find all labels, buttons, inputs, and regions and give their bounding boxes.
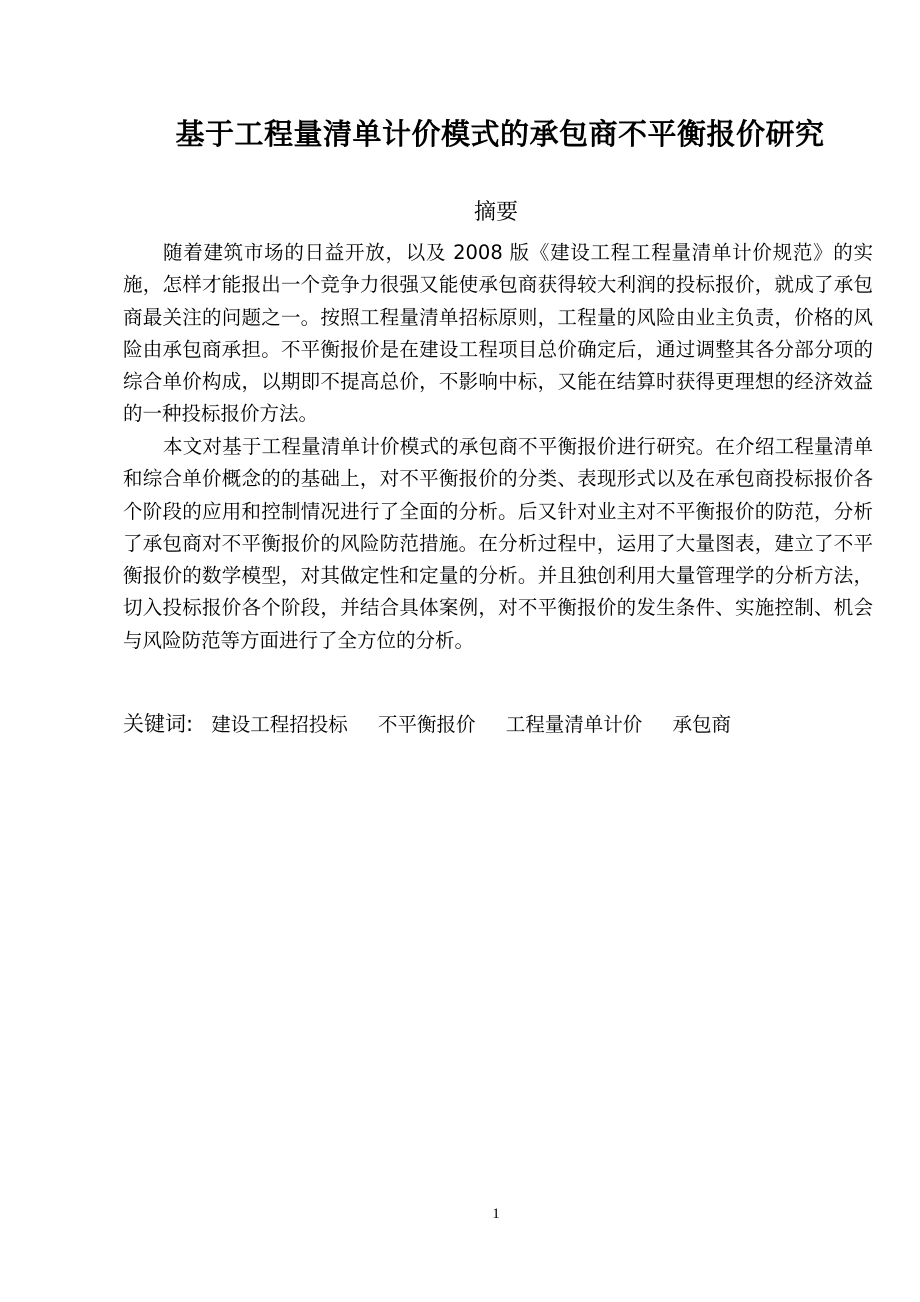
keyword-1: 建设工程招投标 xyxy=(211,713,348,736)
keywords-line xyxy=(123,708,883,741)
abstract-paragraph-1: 随着建筑市场的日益开放，以及 2008 版《建设工程工程量清单计价规范》的实施，怎样才能报出一个竞争力很强又能使承包商获得较大利润的投标报价，就成了承包商最关注的问题之一。按照工程量清单招标原则，工程量的风险由业主负责，价格的风险由承包商承担。不平衡报价是在建设工程项目总价确定后，通过调整其各分部分项的综合单价构成，以期即不提高总价，不影响中标，又能在结算时获得更理想的经济效益的一种投标报价方法。 xyxy=(123,241,873,426)
keyword-3: 工程量清单计价 xyxy=(505,713,643,736)
keywords-label: 关键词: xyxy=(123,712,194,736)
page-number: 1 xyxy=(492,1206,500,1222)
abstract-heading: 摘要 xyxy=(473,200,518,225)
keyword-4: 承包商 xyxy=(672,713,731,736)
keyword-2: 不平衡报价 xyxy=(378,713,476,736)
document-title: 基于工程量清单计价模式的承包商不平衡报价研究 xyxy=(175,117,825,151)
abstract-paragraph-2: 本文对基于工程量清单计价模式的承包商不平衡报价进行研究。在介绍工程量清单和综合单价概念的的基础上，对不平衡报价的分类、表现形式以及在承包商投标报价各个阶段的应用和控制情况进行了全面的分析。后又针对业主对不平衡报价的防范，分析了承包商对不平衡报价的风险防范措施。在分析过程中，运用了大量图表，建立了不平衡报价的数学模型，对其做定性和定量的分析。并且独创利用大量管理学的分析方法，切入投标报价各个阶段，并结合具体案例，对不平衡报价的发生条件、实施控制、机会与风险防范等方面进行了全方位的分析。 xyxy=(123,435,873,652)
